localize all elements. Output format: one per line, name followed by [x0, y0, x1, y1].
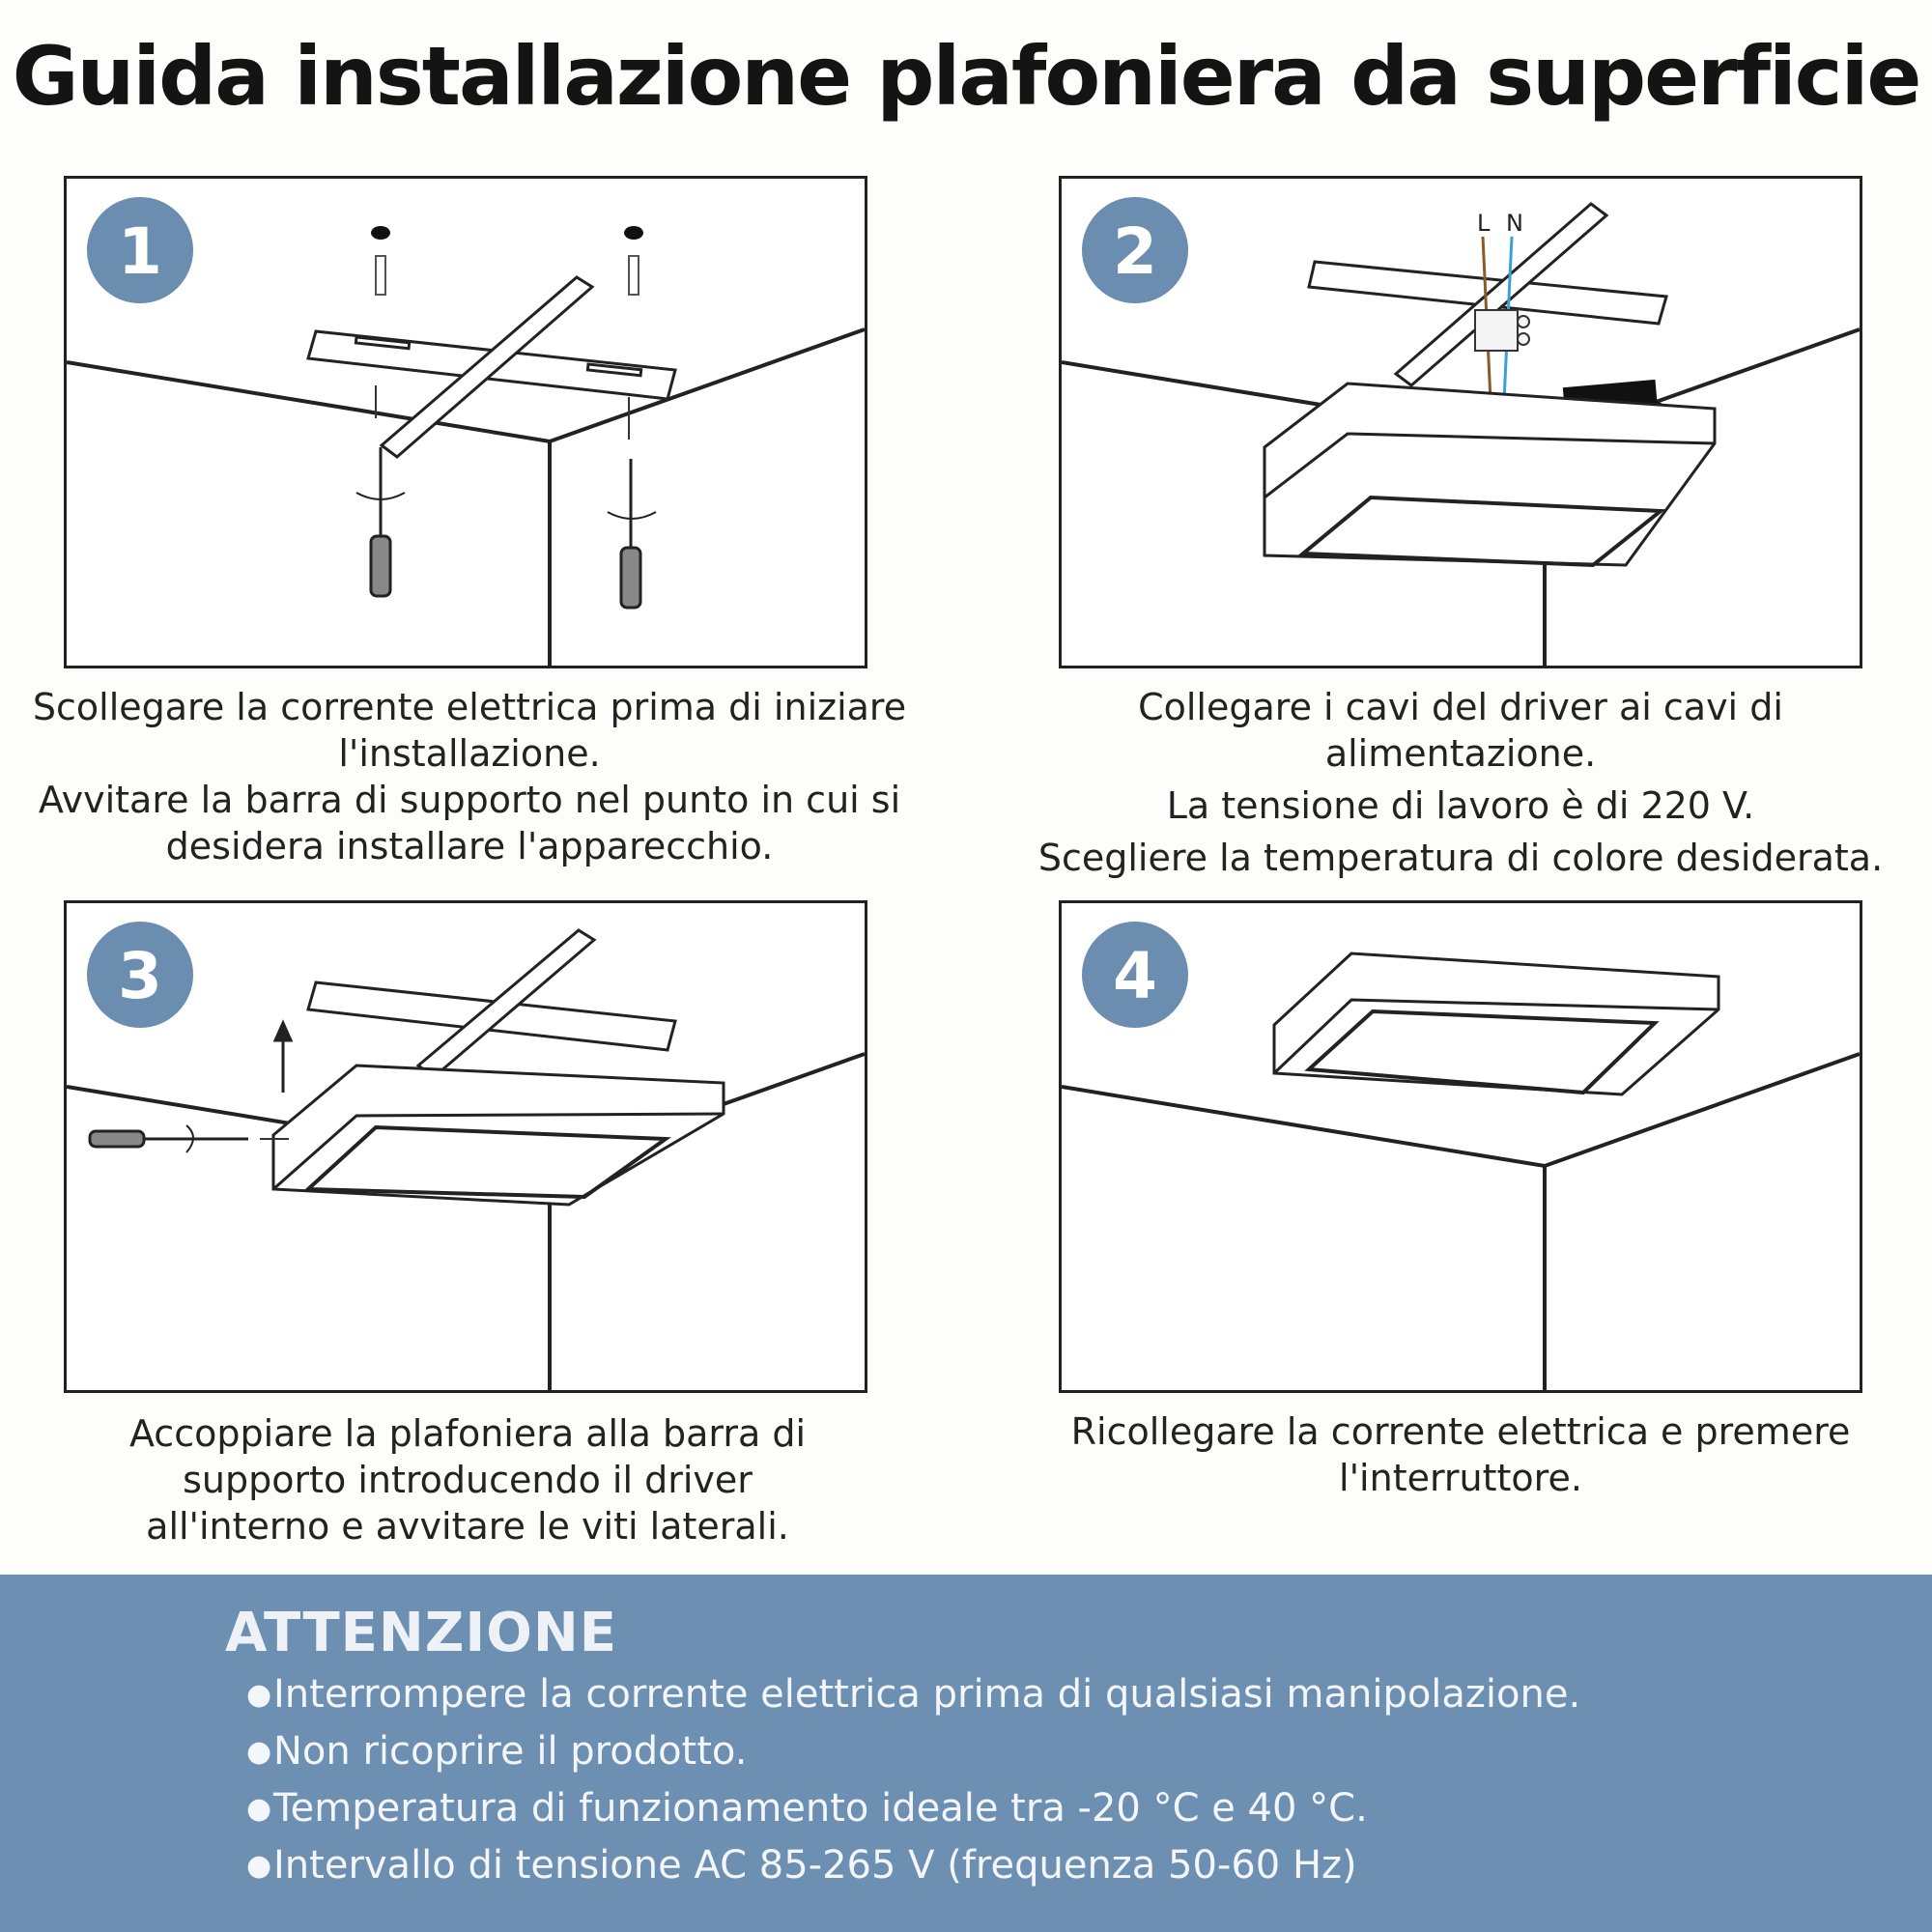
warning-item: [246, 1780, 1580, 1837]
warning-item-text: Temperatura di funzionamento ideale tra -20 °C e 40 °C.: [273, 1786, 1368, 1831]
warning-banner: [0, 1575, 1932, 1932]
step-badge: [1082, 197, 1188, 303]
ceiling-light-icon: [273, 1065, 724, 1205]
bullet-icon: ●: [246, 1735, 272, 1769]
drill-holes: [371, 226, 643, 240]
step-1-illustration: [67, 179, 865, 666]
page-title: Guida installazione plafoniera da superficie: [12, 29, 1920, 124]
step-number: 4: [1113, 939, 1157, 1013]
caption-line: all'interno e avvitare le viti laterali.: [146, 1505, 789, 1548]
warning-title: ATTENZIONE: [225, 1602, 617, 1664]
step-4-panel: [1059, 900, 1862, 1393]
step-2-illustration: [1062, 179, 1860, 666]
caption-line: l'installazione.: [338, 732, 601, 775]
warning-item: [246, 1666, 1580, 1723]
caption-line: La tensione di lavoro è di 220 V.: [1166, 784, 1755, 827]
screwdriver-icon: [608, 459, 656, 608]
screwdriver-icon: [90, 1125, 248, 1152]
step-2-panel: [1059, 176, 1862, 668]
caption-line: l'interruttore.: [1339, 1457, 1582, 1499]
step-number: 2: [1113, 214, 1157, 289]
step-badge: [87, 922, 193, 1028]
step-1-caption: [15, 684, 923, 869]
step-number: 3: [118, 939, 162, 1013]
wire-label-n: N: [1506, 210, 1523, 237]
step-3-caption: [14, 1410, 922, 1549]
bullet-icon: ●: [246, 1849, 272, 1883]
step-2-caption: [1007, 684, 1915, 881]
bullet-icon: ●: [246, 1678, 272, 1712]
caption-line: Collegare i cavi del driver ai cavi di: [1138, 686, 1783, 728]
caption-line: Avvitare la barra di supporto nel punto in cui si: [38, 779, 901, 821]
caption-line: supporto introducendo il driver: [183, 1459, 753, 1501]
step-3-panel: [64, 900, 867, 1393]
ceiling-light-icon: [1274, 953, 1719, 1094]
caption-line: Accoppiare la plafoniera alla barra di: [128, 1412, 806, 1455]
step-number: 1: [118, 214, 162, 289]
warning-list: [246, 1666, 1580, 1894]
warning-item-text: Intervallo di tensione AC 85-265 V (frequenza 50-60 Hz): [273, 1843, 1357, 1888]
mounting-bracket-icon: [308, 277, 675, 457]
caption-line: Ricollegare la corrente elettrica e premere: [1070, 1410, 1851, 1453]
ceiling-light-icon: [1264, 384, 1715, 565]
warning-item-text: Non ricoprire il prodotto.: [273, 1729, 748, 1774]
caption-line: Scegliere la temperatura di colore desiderata.: [1037, 837, 1884, 879]
terminal-block-icon: [1475, 310, 1529, 351]
mounting-bracket-icon: [308, 930, 675, 1077]
warning-item: [246, 1837, 1580, 1894]
bullet-icon: ●: [246, 1792, 272, 1826]
step-3-illustration: [67, 903, 865, 1390]
screwdriver-icon: [356, 447, 405, 596]
caption-line: Scollegare la corrente elettrica prima di iniziare: [32, 686, 907, 728]
step-4-caption: [1007, 1408, 1915, 1501]
caption-line: desidera installare l'apparecchio.: [165, 825, 774, 867]
step-badge: [87, 197, 193, 303]
caption-line: alimentazione.: [1324, 732, 1597, 775]
step-1-panel: [64, 176, 867, 668]
wire-labels: [1477, 210, 1523, 237]
step-4-illustration: [1062, 903, 1860, 1390]
warning-item-text: Interrompere la corrente elettrica prima di qualsiasi manipolazione.: [273, 1672, 1581, 1717]
arrow-up-icon: [275, 1023, 291, 1093]
wall-plug-icon: [376, 256, 639, 295]
warning-item: [246, 1723, 1580, 1780]
wire-label-l: L: [1477, 210, 1491, 237]
step-badge: [1082, 922, 1188, 1028]
